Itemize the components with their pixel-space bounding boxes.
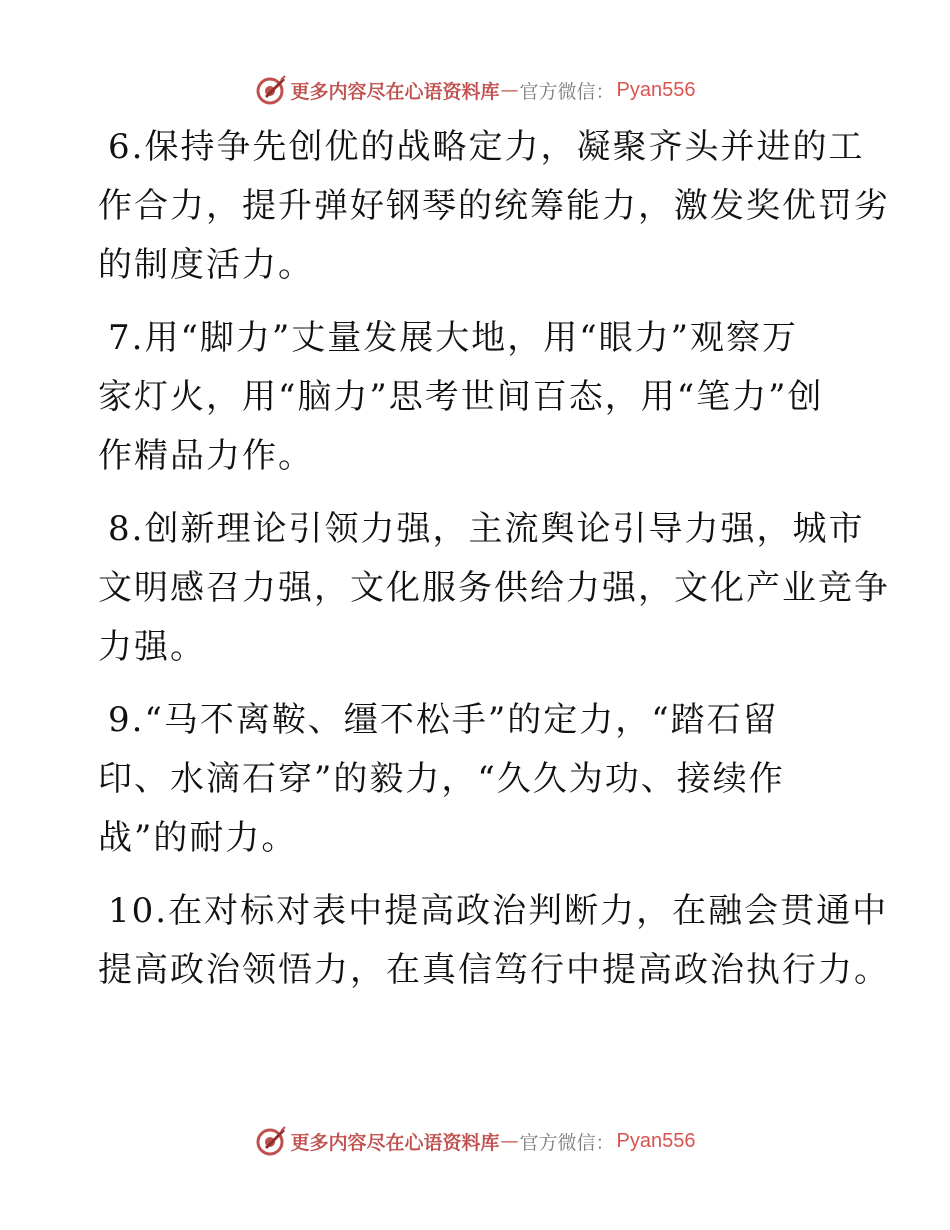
header-brand-text: 更多内容尽在心语资料库 (290, 80, 500, 103)
header-official-label: 官方微信： (519, 80, 615, 103)
paragraph-line: 战”的耐力。 (98, 818, 298, 858)
paragraph-line (98, 500, 865, 559)
paragraph-line: 家灯火，用“脑力”思考世间百态，用“笔力”创 (98, 377, 824, 417)
paragraph-8 (98, 500, 890, 677)
paragraph-line: 的制度活力。 (98, 245, 314, 285)
paragraph-line (98, 691, 858, 750)
paragraph-line: 作合力，提升弹好钢琴的统筹能力，激发奖优罚劣 (98, 186, 890, 226)
paragraph-line: 文明感召力强，文化服务供给力强，文化产业竞争 (98, 568, 890, 608)
paragraph-line (98, 882, 889, 941)
quill-logo-icon (255, 1125, 287, 1157)
paragraph-line (98, 118, 865, 177)
paragraph-line: 作精品力作。 (98, 436, 314, 476)
paragraph-9 (98, 691, 858, 868)
paragraph-text: 创新理论引领力强，主流舆论引导力强，城市 (144, 509, 865, 549)
footer-brand-text: 更多内容尽在心语资料库 (290, 1131, 500, 1154)
paragraph-text: 用“脚力”丈量发展大地，用“眼力”观察万 (144, 318, 798, 358)
header-dash: — (500, 79, 519, 101)
paragraph-text: 在对标对表中提高政治判断力，在融会贯通中 (168, 891, 889, 931)
paragraph-text: “马不离鞍、缰不松手”的定力，“踏石留 (144, 700, 779, 740)
paragraph-number: 9. (108, 700, 145, 740)
header-account-id: Pyan556 (616, 78, 696, 101)
footer-official-label: 官方微信： (519, 1131, 615, 1154)
paragraph-number: 8. (108, 509, 145, 549)
document-body (98, 118, 890, 1014)
paragraph-number: 6. (108, 127, 145, 167)
paragraph-line: 力强。 (98, 627, 206, 667)
footer-account-id: Pyan556 (616, 1129, 696, 1152)
paragraph-number: 10. (108, 891, 169, 931)
footer-banner (0, 1121, 950, 1161)
quill-logo-icon (255, 74, 287, 106)
paragraph-text: 保持争先创优的战略定力，凝聚齐头并进的工 (144, 127, 865, 167)
paragraph-line: 印、水滴石穿”的毅力，“久久为功、接续作 (98, 759, 785, 799)
header-banner (0, 70, 950, 110)
paragraph-7 (98, 309, 858, 486)
paragraph-6 (98, 118, 890, 295)
paragraph-line: 提高政治领悟力，在真信笃行中提高政治执行力。 (98, 950, 890, 990)
paragraph-number: 7. (108, 318, 145, 358)
paragraph-10 (98, 882, 890, 1000)
footer-dash: — (500, 1130, 519, 1152)
paragraph-line (98, 309, 858, 368)
